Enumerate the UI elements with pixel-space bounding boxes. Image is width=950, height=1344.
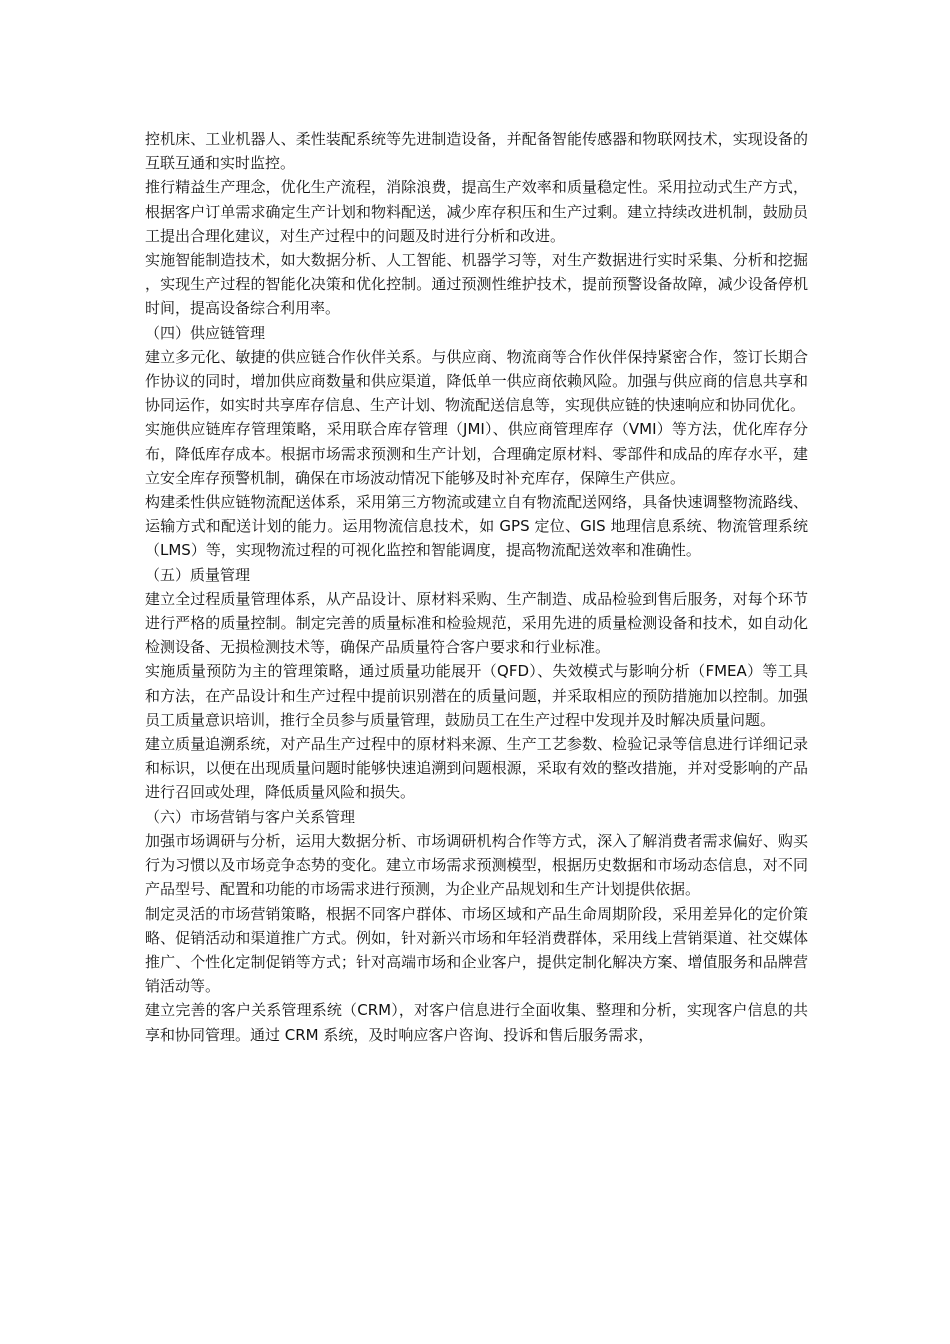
paragraph-lean-production: 推行精益生产理念，优化生产流程，消除浪费，提高生产效率和质量稳定性。采用拉动式生产方式，根据客户订单需求确定生产计划和物料配送，减少库存积压和生产过剩。建立持续改进机制，鼓励员工提出合理化建议，对生产过程中的问题及时进行分析和改进。 [145, 178, 808, 245]
document-body [145, 127, 808, 1047]
paragraph-logistics: 构建柔性供应链物流配送体系，采用第三方物流或建立自有物流配送网络，具备快速调整物流路线、运输方式和配送计划的能力。运用物流信息技术，如 GPS 定位、GIS 地理信息系统、物流管理系统（LMS）等，实现物流过程的可视化监控和智能调度，提高物流配送效率和准确性。 [145, 493, 808, 560]
paragraph-marketing-strategy: 制定灵活的市场营销策略，根据不同客户群体、市场区域和产品生命周期阶段，采用差异化的定价策略、促销活动和渠道推广方式。例如，针对新兴市场和年轻消费群体，采用线上营销渠道、社交媒体推广、个性化定制促销等方式；针对高端市场和企业客户，提供定制化解决方案、增值服务和品牌营销活动等。 [145, 904, 808, 996]
paragraph-quality-prevention: 实施质量预防为主的管理策略，通过质量功能展开（QFD）、失效模式与影响分析（FMEA）等工具和方法，在产品设计和生产过程中提前识别潜在的质量问题，并采取相应的预防措施加以控制。加强员工质量意识培训，推行全员参与质量管理，鼓励员工在生产过程中发现并及时解决质量问题。 [145, 662, 808, 729]
section-heading-marketing-crm: （六）市场营销与客户关系管理 [145, 807, 356, 826]
paragraph-equipment: 控机床、工业机器人、柔性装配系统等先进制造设备，并配备智能传感器和物联网技术，实现设备的互联互通和实时监控。 [145, 130, 808, 173]
paragraph-quality-traceability: 建立质量追溯系统，对产品生产过程中的原材料来源、生产工艺参数、检验记录等信息进行详细记录和标识，以便在出现质量问题时能够快速追溯到问题根源，采取有效的整改措施，并对受影响的产品进行召回或处理，降低质量风险和损失。 [145, 735, 808, 802]
paragraph-crm-system: 建立完善的客户关系管理系统（CRM），对客户信息进行全面收集、整理和分析，实现客户信息的共享和协同管理。通过 CRM 系统，及时响应客户咨询、投诉和售后服务需求， [145, 1001, 808, 1044]
section-heading-supply-chain: （四）供应链管理 [145, 323, 266, 342]
paragraph-inventory-strategy: 实施供应链库存管理策略，采用联合库存管理（JMI）、供应商管理库存（VMI）等方法，优化库存分布，降低库存成本。根据市场需求预测和生产计划，合理确定原材料、零部件和成品的库存水平，建立安全库存预警机制，确保在市场波动情况下能够及时补充库存，保障生产供应。 [145, 420, 808, 487]
paragraph-smart-manufacturing: 实施智能制造技术，如大数据分析、人工智能、机器学习等，对生产数据进行实时采集、分析和挖掘，实现生产过程的智能化决策和优化控制。通过预测性维护技术，提前预警设备故障，减少设备停机时间，提高设备综合利用率。 [145, 251, 808, 318]
paragraph-market-research: 加强市场调研与分析，运用大数据分析、市场调研机构合作等方式，深入了解消费者需求偏好、购买行为习惯以及市场竞争态势的变化。建立市场需求预测模型，根据历史数据和市场动态信息，对不同产品型号、配置和功能的市场需求进行预测，为企业产品规划和生产计划提供依据。 [145, 831, 808, 899]
paragraph-supply-partners: 建立多元化、敏捷的供应链合作伙伴关系。与供应商、物流商等合作伙伴保持紧密合作，签订长期合作协议的同时，增加供应商数量和供应渠道，降低单一供应商依赖风险。加强与供应商的信息共享和协同运作，如实时共享库存信息、生产计划、物流配送信息等，实现供应链的快速响应和协同优化。 [145, 347, 808, 415]
section-heading-quality: （五）质量管理 [145, 565, 251, 584]
paragraph-quality-system: 建立全过程质量管理体系，从产品设计、原材料采购、生产制造、成品检验到售后服务，对每个环节进行严格的质量控制。制定完善的质量标准和检验规范，采用先进的质量检测设备和技术，如自动化检测设备、无损检测技术等，确保产品质量符合客户要求和行业标准。 [145, 589, 808, 657]
